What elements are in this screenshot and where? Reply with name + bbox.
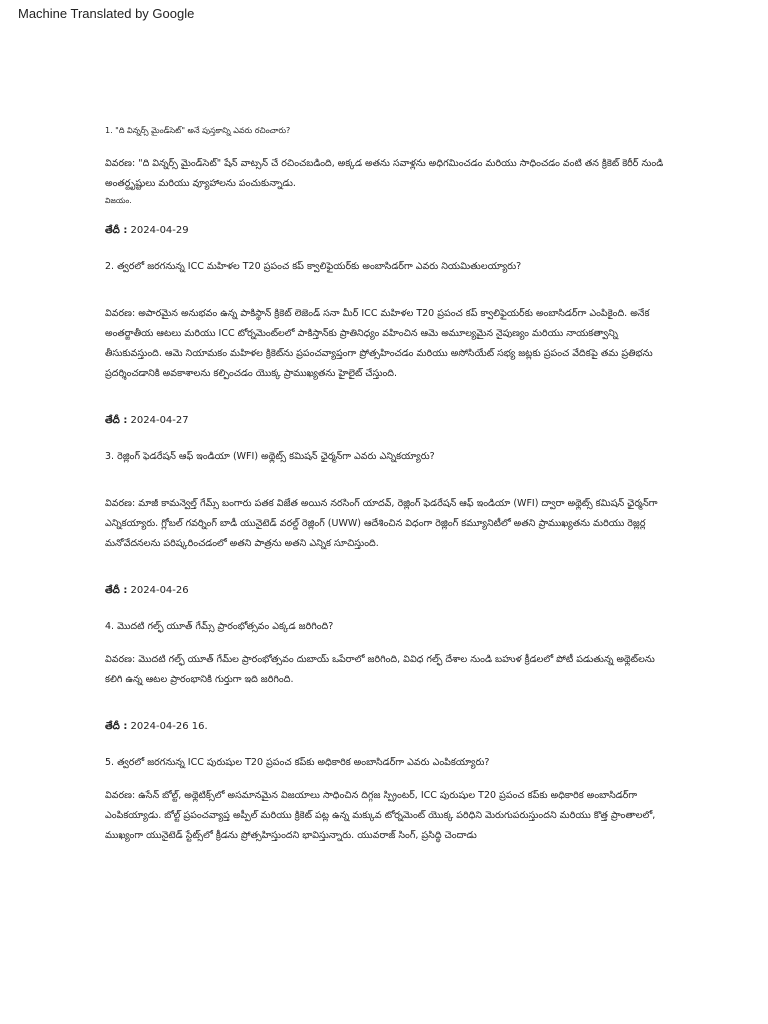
date-label: తేదీ : bbox=[105, 415, 128, 426]
date-label: తేదీ : bbox=[105, 721, 128, 732]
date-line bbox=[105, 584, 673, 598]
description-note: విజయం. bbox=[105, 196, 132, 205]
date-label: తేదీ : bbox=[105, 585, 128, 596]
date-value: 2024-04-29 bbox=[130, 225, 189, 236]
question-block-1 bbox=[105, 124, 673, 238]
date-line bbox=[105, 720, 673, 734]
description-text: వివరణ: ఉసేన్ బోల్ట్, అథ్లెటిక్స్‌లో అసమానమైన విజయాలు సాధించిన దిగ్గజ స్ప్రింటర్, ICC పురుషుల T20 ప్రపంచ కప్‌కు అధికారిక అంబాసిడర్‌గా ఎంపికయ్యాడు. బోల్ట్ ప్రపంచవ్యాప్త అప్పీల్ మరియు క్రికెట్ పట్ల ఉన్న మక్కువ టోర్నమెంట్ యొక్క పరిధిని మెరుగుపరుస్తుందని మరియు కొత్త ప్రాంతాలలో, ముఖ్యంగా యునైటెడ్ స్టేట్స్‌లో క్రీడను ప్రోత్సహిస్తుందని భావిస్తున్నారు. యువరాజ్ సింగ్, ప్రసిద్ధి చెందాడు bbox=[105, 790, 656, 841]
question-block-5 bbox=[105, 756, 673, 846]
date-line bbox=[105, 224, 673, 238]
question-block-4 bbox=[105, 620, 673, 734]
description-text: వివరణ: "ది విన్నర్స్ మైండ్‌సెట్" షేన్ వాట్సన్ చే రచించబడింది, అక్కడ అతను సవాళ్లను అధిగమించడం మరియు సాధించడం వంటి తన క్రికెట్ కెరీర్ నుండి అంతర్దృష్టులు మరియు వ్యూహాలను పంచుకున్నాడు. bbox=[105, 158, 664, 189]
document-body bbox=[105, 124, 673, 846]
description-text: వివరణ: మాజీ కామన్వెల్త్ గేమ్స్ బంగారు పతక విజేత అయిన నరసింగ్ యాదవ్, రెజ్లింగ్ ఫెడరేషన్ ఆఫ్ ఇండియా (WFI) ద్వారా అథ్లెట్స్ కమిషన్ ఛైర్మన్‌గా ఎన్నికయ్యారు. గ్లోబల్ గవర్నింగ్ బాడీ యునైటెడ్ వరల్డ్ రెజ్లింగ్ (UWW) ఆదేశించిన విధంగా రెజ్లింగ్ కమ్యూనిటీలో అతని ప్రాముఖ్యతను మరియు రెజ్లర్ల మనోవేదనలను పరిష్కరించడంలో అతని పాత్రను అతని ఎన్నిక సూచిస్తుంది. bbox=[105, 498, 658, 549]
question-text: 3. రెజ్లింగ్ ఫెడరేషన్ ఆఫ్ ఇండియా (WFI) అథ్లెట్స్ కమిషన్ ఛైర్మన్‌గా ఎవరు ఎన్నికయ్యారు? bbox=[105, 451, 435, 462]
date-value: 2024-04-26 bbox=[130, 585, 189, 596]
question-block-2 bbox=[105, 260, 673, 428]
date-line bbox=[105, 414, 673, 428]
date-value: 2024-04-26 16. bbox=[130, 721, 208, 732]
description-text: వివరణ: అపారమైన అనుభవం ఉన్న పాకిస్థాన్ క్రికెట్ లెజెండ్ సనా మీర్ ICC మహిళల T20 ప్రపంచ కప్ క్వాలిఫైయర్‌కు అంబాసిడర్‌గా ఎంపికైంది. అనేక అంతర్జాతీయ ఆటలు మరియు ICC టోర్నమెంట్‌లలో పాకిస్తాన్‌కు ప్రాతినిధ్యం వహించిన ఆమె అమూల్యమైన నైపుణ్యం మరియు నాయకత్వాన్ని తీసుకువస్తుంది. ఆమె నియామకం మహిళల క్రికెట్‌ను ప్రపంచవ్యాప్తంగా ప్రోత్సహించడం మరియు అసోసియేట్ సభ్య జట్లకు ప్రపంచ వేదికపై తమ ప్రతిభను ప్రదర్శించడానికి అవకాశాలను కల్పించడం యొక్క ప్రాముఖ్యతను హైలైట్ చేస్తుంది. bbox=[105, 308, 653, 379]
question-text: 1. "ది విన్నర్స్ మైండ్‌సెట్" అనే పుస్తకాన్ని ఎవరు రచించారు? bbox=[105, 126, 291, 135]
question-block-3 bbox=[105, 450, 673, 598]
question-text: 4. మొదటి గల్ఫ్ యూత్ గేమ్స్ ప్రారంభోత్సవం ఎక్కడ జరిగింది? bbox=[105, 621, 334, 632]
machine-translated-header: Machine Translated by Google bbox=[18, 6, 195, 21]
question-text: 5. త్వరలో జరగనున్న ICC పురుషుల T20 ప్రపంచ కప్‌కు అధికారిక అంబాసిడర్‌గా ఎవరు ఎంపికయ్యారు? bbox=[105, 757, 490, 768]
question-text: 2. త్వరలో జరగనున్న ICC మహిళల T20 ప్రపంచ కప్ క్వాలిఫైయర్‌కు అంబాసిడర్‌గా ఎవరు నియమితులయ్యారు? bbox=[105, 261, 522, 272]
description-text: వివరణ: మొదటి గల్ఫ్ యూత్ గేమ్‌ల ప్రారంభోత్సవం దుబాయ్ ఒపేరాలో జరిగింది, వివిధ గల్ఫ్ దేశాల నుండి బహుళ క్రీడలలో పోటీ పడుతున్న అథ్లెట్‌లను కలిగి ఉన్న ఆటల ప్రారంభానికి గుర్తుగా ఇది జరిగింది. bbox=[105, 654, 655, 685]
date-value: 2024-04-27 bbox=[130, 415, 189, 426]
date-label: తేదీ : bbox=[105, 225, 128, 236]
